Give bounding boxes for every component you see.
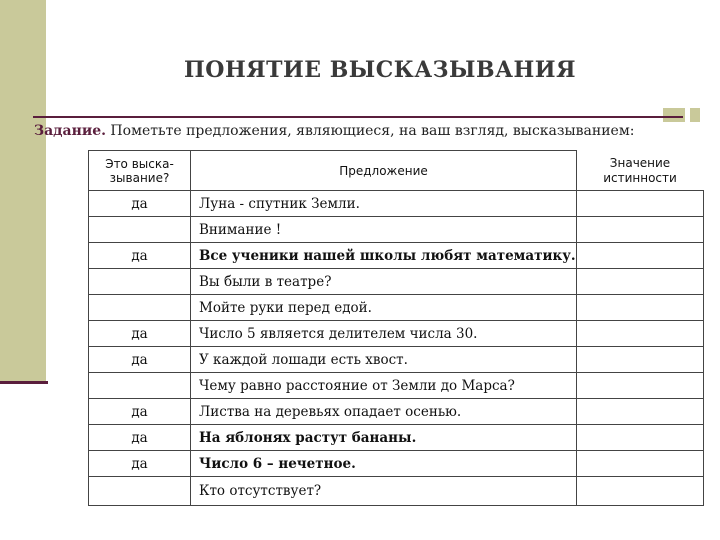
decorative-square bbox=[690, 108, 700, 122]
statements-table-wrapper bbox=[88, 150, 704, 506]
truth-value-cell[interactable] bbox=[577, 425, 704, 451]
statement-mark-cell[interactable]: да bbox=[89, 321, 191, 347]
table-row bbox=[89, 347, 704, 373]
task-instruction: Пометьте предложения, являющиеся, на ваш взгляд, высказыванием: bbox=[105, 123, 635, 139]
truth-value-cell[interactable] bbox=[577, 243, 704, 269]
truth-value-cell[interactable] bbox=[577, 295, 704, 321]
task-text bbox=[34, 123, 704, 139]
title-divider bbox=[33, 116, 683, 118]
statement-mark-cell[interactable]: да bbox=[89, 399, 191, 425]
statement-mark-cell[interactable]: да bbox=[89, 425, 191, 451]
sentence-cell: У каждой лошади есть хвост. bbox=[191, 347, 577, 373]
statement-mark-cell[interactable]: да bbox=[89, 243, 191, 269]
table-row bbox=[89, 217, 704, 243]
sentence-cell: Число 6 – нечетное. bbox=[191, 451, 577, 477]
decorative-square bbox=[663, 108, 685, 122]
sentence-cell: Число 5 является делителем числа 30. bbox=[191, 321, 577, 347]
table-row bbox=[89, 243, 704, 269]
truth-value-cell[interactable] bbox=[577, 451, 704, 477]
sentence-cell: Кто отсутствует? bbox=[191, 477, 577, 506]
header-truth-value-label: Значение истинности bbox=[603, 156, 677, 185]
statement-mark-cell[interactable] bbox=[89, 477, 191, 506]
sentence-cell: Вы были в театре? bbox=[191, 269, 577, 295]
task-label: Задание. bbox=[34, 123, 106, 139]
sentence-cell: Листва на деревьях опадает осенью. bbox=[191, 399, 577, 425]
decorative-side-line bbox=[0, 381, 48, 384]
table-row bbox=[89, 269, 704, 295]
sentence-cell: Мойте руки перед едой. bbox=[191, 295, 577, 321]
header-is-statement: Это выска-зывание? bbox=[89, 151, 191, 191]
statement-mark-cell[interactable]: да bbox=[89, 451, 191, 477]
statement-mark-cell[interactable] bbox=[89, 295, 191, 321]
table-row bbox=[89, 191, 704, 217]
statement-mark-cell[interactable]: да bbox=[89, 191, 191, 217]
truth-value-cell[interactable] bbox=[577, 269, 704, 295]
sentence-cell: Луна - спутник Земли. bbox=[191, 191, 577, 217]
statements-table bbox=[88, 150, 704, 506]
truth-value-cell[interactable] bbox=[577, 217, 704, 243]
statement-mark-cell[interactable] bbox=[89, 217, 191, 243]
table-row bbox=[89, 373, 704, 399]
statement-mark-cell[interactable] bbox=[89, 269, 191, 295]
truth-value-cell[interactable] bbox=[577, 347, 704, 373]
table-row bbox=[89, 295, 704, 321]
statement-mark-cell[interactable]: да bbox=[89, 347, 191, 373]
slide-title: ПОНЯТИЕ ВЫСКАЗЫВАНИЯ bbox=[184, 57, 576, 83]
truth-value-cell[interactable] bbox=[577, 477, 704, 506]
table-row bbox=[89, 425, 704, 451]
statement-mark-cell[interactable] bbox=[89, 373, 191, 399]
sentence-cell: Чему равно расстояние от Земли до Марса? bbox=[191, 373, 577, 399]
sentence-cell: Все ученики нашей школы любят математику. bbox=[191, 243, 577, 269]
sentence-cell: Внимание ! bbox=[191, 217, 577, 243]
truth-value-cell[interactable] bbox=[577, 399, 704, 425]
header-sentence: Предложение bbox=[191, 151, 577, 191]
table-row bbox=[89, 399, 704, 425]
sentence-cell: На яблонях растут бананы. bbox=[191, 425, 577, 451]
table-row bbox=[89, 451, 704, 477]
truth-value-cell[interactable] bbox=[577, 321, 704, 347]
table-row bbox=[89, 477, 704, 506]
truth-value-cell[interactable] bbox=[577, 373, 704, 399]
truth-value-cell[interactable] bbox=[577, 191, 704, 217]
table-row bbox=[89, 321, 704, 347]
